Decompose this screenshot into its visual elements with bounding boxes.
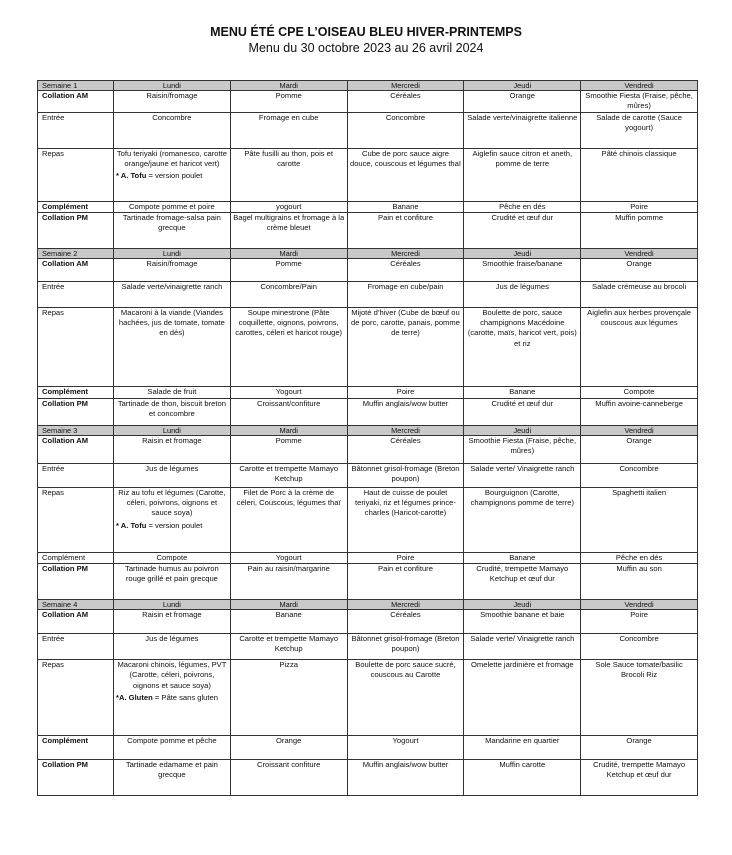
menu-item-text: Mijoté d’hiver (Cube de bœuf ou de porc, carotte, panais, pomme de terre) — [351, 307, 460, 338]
meal-label: Entrée — [38, 634, 114, 660]
menu-cell — [114, 736, 231, 760]
day-header: Mardi — [230, 81, 347, 91]
menu-cell — [347, 552, 464, 563]
menu-cell — [114, 487, 231, 552]
menu-cell — [114, 201, 231, 212]
menu-cell — [230, 564, 347, 600]
allergy-note-text: = version poulet — [146, 171, 203, 181]
menu-cell — [464, 258, 581, 281]
menu-item-text: Salade crémeuse au brocoli — [592, 281, 687, 291]
menu-cell — [230, 634, 347, 660]
menu-item-text: Smoothie banane et baie — [480, 610, 565, 620]
menu-cell — [581, 258, 698, 281]
menu-title: MENU ÉTÉ CPE L’OISEAU BLEU HIVER-PRINTEMPS — [210, 25, 522, 39]
menu-cell — [347, 281, 464, 307]
menu-cell — [464, 212, 581, 248]
menu-item-text: Compote — [623, 386, 655, 396]
meal-label: Collation AM — [38, 91, 114, 113]
menu-cell — [464, 112, 581, 148]
meal-label: Repas — [38, 148, 114, 201]
menu-item-text: Macaroni à la viande (Viandes hachées, jus de tomate, tomate en dés) — [118, 307, 225, 338]
menu-item-text: Haut de cuisse de poulet teriyaki, riz et légumes prince-charles (Haricot-carotte) — [355, 487, 456, 518]
menu-cell — [581, 386, 698, 398]
menu-cell — [114, 610, 231, 634]
menu-item-text: Mandarine en quartier — [485, 736, 560, 746]
menu-item-text: Spaghetti italien — [612, 487, 667, 497]
day-header: Lundi — [114, 81, 231, 91]
menu-cell — [464, 760, 581, 796]
menu-item-text: Bâtonnet grisol-fromage (Breton poupon) — [351, 463, 460, 484]
menu-cell — [347, 91, 464, 113]
menu-item-text: Pêche en dés — [615, 552, 663, 562]
menu-cell — [230, 610, 347, 634]
menu-item-text: Soupe minestrone (Pâte coquillette, oignons, poivrons, carottes, céleri et haricot rouge) — [235, 307, 343, 338]
menu-item-text: Céréales — [390, 258, 421, 268]
menu-item-text: Salade verte/ Vinaigrette ranch — [470, 634, 575, 644]
day-header: Mardi — [230, 600, 347, 610]
menu-item-text: Pâte fusilli au thon, pois et carotte — [244, 148, 334, 168]
menu-cell — [464, 552, 581, 563]
week-label: Semaine 3 — [38, 425, 114, 435]
menu-cell — [114, 386, 231, 398]
menu-cell — [114, 634, 231, 660]
menu-item-text: Crudité et œuf dur — [491, 212, 554, 222]
menu-cell — [347, 760, 464, 796]
menu-item-text: Smoothie fraise/banane — [482, 258, 563, 268]
menu-cell — [347, 487, 464, 552]
menu-cell — [347, 112, 464, 148]
day-header: Mardi — [230, 248, 347, 258]
day-header: Jeudi — [464, 425, 581, 435]
allergy-note-text: = version poulet — [146, 520, 203, 530]
menu-cell — [581, 610, 698, 634]
menu-item-text: Yogourt — [275, 386, 302, 396]
menu-item-text: Crudité et œuf dur — [491, 398, 554, 408]
menu-cell — [230, 435, 347, 463]
menu-cell — [464, 398, 581, 425]
menu-item-text: Compote pomme et pêche — [127, 736, 217, 746]
menu-cell — [347, 201, 464, 212]
menu-cell — [230, 463, 347, 487]
menu-cell — [581, 564, 698, 600]
menu-cell — [464, 435, 581, 463]
menu-cell — [114, 112, 231, 148]
menu-item-text: Smoothie Fiesta (Fraise, pêche, mûres) — [468, 435, 577, 456]
menu-cell — [581, 398, 698, 425]
meal-label: Complément — [38, 201, 114, 212]
menu-cell — [464, 736, 581, 760]
meal-row — [38, 281, 698, 307]
menu-item-text: Salade de carotte (Sauce yogourt) — [596, 112, 682, 132]
menu-cell — [230, 258, 347, 281]
allergy-note — [116, 171, 228, 181]
meal-row — [38, 435, 698, 463]
menu-item-text: Concombre — [619, 463, 659, 473]
meal-row — [38, 564, 698, 600]
meal-row — [38, 760, 698, 796]
menu-cell — [464, 386, 581, 398]
menu-item-text: Céréales — [390, 610, 421, 620]
week-header-row — [38, 81, 698, 91]
menu-item-text: yogourt — [276, 201, 302, 211]
menu-cell — [230, 112, 347, 148]
menu-cell — [347, 610, 464, 634]
menu-item-text: Muffin avoine-canneberge — [595, 398, 683, 408]
menu-item-text: Pain et confiture — [378, 212, 433, 222]
menu-item-text: Boulette de porc sauce sucré, couscous au Carotte — [355, 660, 456, 680]
menu-cell — [230, 148, 347, 201]
day-header: Mercredi — [347, 248, 464, 258]
menu-cell — [230, 91, 347, 113]
meal-row — [38, 487, 698, 552]
menu-item-text: Céréales — [390, 435, 421, 445]
menu-item-text: Salade verte/vinaigrette ranch — [121, 281, 223, 291]
meal-label: Complément — [38, 386, 114, 398]
menu-cell — [347, 634, 464, 660]
menu-item-text: Jus de légumes — [145, 463, 199, 473]
menu-cell — [347, 435, 464, 463]
menu-cell — [114, 660, 231, 736]
menu-item-text: Pâté chinois classique — [601, 148, 677, 158]
menu-subtitle: Menu du 30 octobre 2023 au 26 avril 2024 — [248, 41, 484, 55]
menu-cell — [114, 552, 231, 563]
menu-item-text: Poire — [630, 610, 648, 620]
menu-cell — [230, 487, 347, 552]
menu-item-text: Banane — [275, 610, 302, 620]
menu-item-text: Poire — [396, 386, 415, 396]
menu-cell — [347, 148, 464, 201]
week-header-row — [38, 425, 698, 435]
menu-cell — [114, 307, 231, 386]
menu-item-text: Bâtonnet grisol-fromage (Breton poupon) — [351, 634, 460, 654]
menu-cell — [464, 564, 581, 600]
menu-cell — [464, 307, 581, 386]
menu-item-text: Pomme — [275, 91, 302, 100]
meal-row — [38, 634, 698, 660]
menu-item-text: Crudité, trempette Mamayo Ketchup et œuf dur — [593, 760, 686, 780]
menu-item-text: Pain au raisin/margarine — [247, 564, 330, 574]
menu-item-text: Banane — [509, 386, 536, 396]
menu-item-text: Orange — [626, 435, 652, 445]
menu-item-text: Omelette jardinière et fromage — [471, 660, 574, 670]
menu-item-text: Orange — [626, 736, 652, 746]
meal-row — [38, 386, 698, 398]
day-header: Vendredi — [581, 425, 698, 435]
menu-item-text: Smoothie Fiesta (Fraise, pêche, mûres) — [585, 91, 693, 111]
meal-row — [38, 307, 698, 386]
menu-item-text: Concombre — [385, 112, 426, 122]
menu-item-text: Raisin et fromage — [142, 435, 202, 445]
menu-item-text: Tartinade humus au poivron rouge grillé et pain grecque — [125, 564, 219, 584]
menu-cell — [114, 281, 231, 307]
menu-item-text: Aiglefin sauce citron et aneth, pomme de terre — [472, 148, 573, 168]
menu-cell — [114, 760, 231, 796]
menu-item-text: Tofu teriyaki (romanesco, carotte orange/jaune et haricot vert) — [116, 148, 227, 168]
meal-label: Collation AM — [38, 258, 114, 281]
menu-item-text: Yogourt — [392, 736, 419, 746]
menu-item-text: Macaroni chinois, légumes, PVT (Carotte, céleri, poivrons, oignons et sauce soya) — [117, 660, 227, 690]
menu-cell — [581, 660, 698, 736]
menu-item-text: Concombre — [619, 634, 659, 644]
day-header: Jeudi — [464, 248, 581, 258]
menu-item-text: Tartinade edamame et pain grecque — [125, 760, 218, 780]
menu-cell — [230, 736, 347, 760]
meal-row — [38, 112, 698, 148]
menu-cell — [581, 281, 698, 307]
menu-cell — [114, 435, 231, 463]
meal-row — [38, 148, 698, 201]
menu-item-text: Orange — [626, 258, 652, 268]
menu-item-text: Salade de fruit — [147, 386, 197, 396]
day-header: Lundi — [114, 248, 231, 258]
meal-label: Complément — [38, 736, 114, 760]
menu-cell — [114, 91, 231, 113]
menu-item-text: Jus de légumes — [495, 281, 549, 291]
day-header: Mercredi — [347, 600, 464, 610]
menu-cell — [581, 307, 698, 386]
meal-row — [38, 91, 698, 113]
menu-item-text: Carotte et trempette Mamayo Ketchup — [239, 634, 339, 654]
menu-cell — [581, 736, 698, 760]
menu-item-text: Banane — [392, 201, 419, 211]
menu-item-text: Carotte et trempette Mamayo Ketchup — [239, 463, 339, 484]
day-header: Jeudi — [464, 600, 581, 610]
meal-label: Entrée — [38, 281, 114, 307]
menu-cell — [114, 148, 231, 201]
menu-cell — [581, 435, 698, 463]
menu-cell — [230, 281, 347, 307]
menu-cell — [114, 212, 231, 248]
day-header: Mardi — [230, 425, 347, 435]
menu-cell — [347, 660, 464, 736]
menu-cell — [464, 281, 581, 307]
menu-item-text: Céréales — [390, 91, 421, 100]
menu-item-text: Croissant confiture — [257, 760, 321, 770]
menu-item-text: Boulette de porc, sauce champignons Macédoine (carotte, maïs, haricot vert, pois) et riz — [467, 307, 577, 348]
menu-item-text: Fromage en cube — [258, 112, 319, 122]
menu-item-text: Poire — [396, 552, 415, 562]
menu-cell — [581, 112, 698, 148]
menu-cell — [581, 148, 698, 201]
menu-cell — [230, 660, 347, 736]
menu-item-text: Pêche en dés — [499, 201, 546, 211]
menu-cell — [230, 386, 347, 398]
day-header: Vendredi — [581, 600, 698, 610]
menu-cell — [464, 660, 581, 736]
menu-cell — [347, 398, 464, 425]
meal-row — [38, 610, 698, 634]
meal-row — [38, 398, 698, 425]
menu-item-text: Banane — [509, 552, 536, 562]
menu-cell — [347, 736, 464, 760]
allergy-note-label: *A. Gluten — [116, 693, 153, 703]
day-header: Mercredi — [347, 81, 464, 91]
menu-cell — [581, 212, 698, 248]
menu-item-text: Cube de porc sauce aigre douce, couscous et légumes thaï — [349, 148, 461, 168]
week-label: Semaine 1 — [38, 81, 114, 91]
menu-item-text: Muffin pomme — [615, 212, 664, 222]
menu-cell — [347, 463, 464, 487]
menu-item-text: Sole Sauce tomate/basilic Brocoli Riz — [595, 660, 683, 680]
menu-cell — [347, 212, 464, 248]
menu-item-text: Tartinade fromage-salsa pain grecque — [122, 212, 221, 233]
meal-row — [38, 660, 698, 736]
menu-cell — [464, 201, 581, 212]
meal-label: Repas — [38, 487, 114, 552]
meal-label: Entrée — [38, 463, 114, 487]
menu-item-text: Pomme — [275, 258, 302, 268]
menu-item-text: Concombre — [152, 112, 192, 122]
menu-cell — [230, 201, 347, 212]
menu-item-text: Pizza — [279, 660, 298, 670]
menu-item-text: Riz au tofu et légumes (Carotte, céleri, poivrons, oignons et sauce soya) — [118, 487, 226, 518]
day-header: Lundi — [114, 425, 231, 435]
day-header: Jeudi — [464, 81, 581, 91]
meal-row — [38, 463, 698, 487]
menu-item-text: Orange — [509, 91, 535, 100]
menu-item-text: Compote — [156, 552, 188, 562]
menu-item-text: Yogourt — [275, 552, 302, 562]
allergy-note — [116, 521, 228, 531]
meal-label: Repas — [38, 660, 114, 736]
meal-label: Collation AM — [38, 435, 114, 463]
meal-label: Collation PM — [38, 760, 114, 796]
menu-item-text: Muffin au son — [616, 564, 662, 574]
menu-item-text: Pain et confiture — [378, 564, 433, 574]
menu-cell — [581, 201, 698, 212]
menu-item-text: Muffin anglais/wow butter — [362, 398, 449, 408]
menu-cell — [464, 634, 581, 660]
week-header-row — [38, 248, 698, 258]
meal-label: Collation AM — [38, 610, 114, 634]
menu-cell — [464, 148, 581, 201]
menu-cell — [230, 398, 347, 425]
menu-cell — [581, 760, 698, 796]
menu-item-text: Raisin/fromage — [146, 91, 198, 100]
menu-item-text: Aiglefin aux herbes provençale couscous aux légumes — [587, 307, 692, 328]
menu-cell — [347, 307, 464, 386]
menu-cell — [464, 610, 581, 634]
day-header: Mercredi — [347, 425, 464, 435]
menu-item-text: Muffin anglais/wow butter — [362, 760, 449, 770]
menu-cell — [581, 91, 698, 113]
menu-item-text: Muffin carotte — [499, 760, 546, 770]
menu-item-text: Tartinade de thon, biscuit breton et concombre — [117, 398, 226, 419]
meal-row — [38, 552, 698, 563]
menu-cell — [581, 487, 698, 552]
meal-row — [38, 258, 698, 281]
menu-item-text: Bagel multigrains et fromage à la crème bleuet — [233, 212, 345, 233]
menu-item-text: Concombre/Pain — [260, 281, 317, 291]
allergy-note-label: * A. Tofu — [116, 171, 147, 181]
menu-cell — [230, 212, 347, 248]
menu-cell — [347, 258, 464, 281]
menu-cell — [114, 398, 231, 425]
menu-item-text: Jus de légumes — [145, 634, 199, 644]
day-header: Lundi — [114, 600, 231, 610]
menu-cell — [347, 386, 464, 398]
menu-cell — [230, 552, 347, 563]
meal-label: Collation PM — [38, 398, 114, 425]
menu-item-text: Crudité, trempette Mamayo Ketchup et œuf dur — [476, 564, 569, 584]
meal-label: Repas — [38, 307, 114, 386]
meal-label: Collation PM — [38, 212, 114, 248]
menu-item-text: Bourguignon (Carotte, champignons pomme de terre) — [470, 487, 574, 508]
allergy-note-text: = Pâte sans gluten — [152, 693, 218, 703]
menu-cell — [464, 463, 581, 487]
day-header: Vendredi — [581, 81, 698, 91]
day-header: Vendredi — [581, 248, 698, 258]
week-label: Semaine 4 — [38, 600, 114, 610]
week-label: Semaine 2 — [38, 248, 114, 258]
menu-cell — [581, 463, 698, 487]
menu-cell — [464, 487, 581, 552]
menu-cell — [464, 91, 581, 113]
meal-label: Collation PM — [38, 564, 114, 600]
menu-item-text: Raisin/fromage — [146, 258, 198, 268]
menu-item-text: Salade verte/ Vinaigrette ranch — [470, 463, 575, 473]
menu-item-text: Filet de Porc à la crème de céleri, Couscous, légumes thaï — [236, 487, 341, 508]
menu-cell — [230, 760, 347, 796]
menu-cell — [114, 564, 231, 600]
menu-cell — [347, 564, 464, 600]
meal-row — [38, 201, 698, 212]
menu-item-text: Croissant/confiture — [257, 398, 321, 408]
menu-cell — [114, 463, 231, 487]
menu-cell — [230, 307, 347, 386]
meal-row — [38, 212, 698, 248]
menu-item-text: Salade verte/vinaigrette italienne — [467, 112, 578, 122]
menu-item-text: Poire — [630, 201, 648, 211]
menu-item-text: Compote pomme et poire — [129, 201, 215, 211]
menu-item-text: Fromage en cube/pain — [367, 281, 444, 291]
meal-row — [38, 736, 698, 760]
menu-item-text: Orange — [276, 736, 302, 746]
menu-table — [37, 80, 698, 796]
menu-cell — [581, 634, 698, 660]
meal-label: Complément — [38, 552, 114, 563]
menu-item-text: Raisin et fromage — [142, 610, 202, 620]
allergy-note-label: * A. Tofu — [116, 520, 147, 530]
week-header-row — [38, 600, 698, 610]
meal-label: Entrée — [38, 112, 114, 148]
allergy-note — [116, 693, 228, 703]
menu-item-text: Pomme — [275, 435, 302, 445]
menu-cell — [581, 552, 698, 563]
menu-cell — [114, 258, 231, 281]
